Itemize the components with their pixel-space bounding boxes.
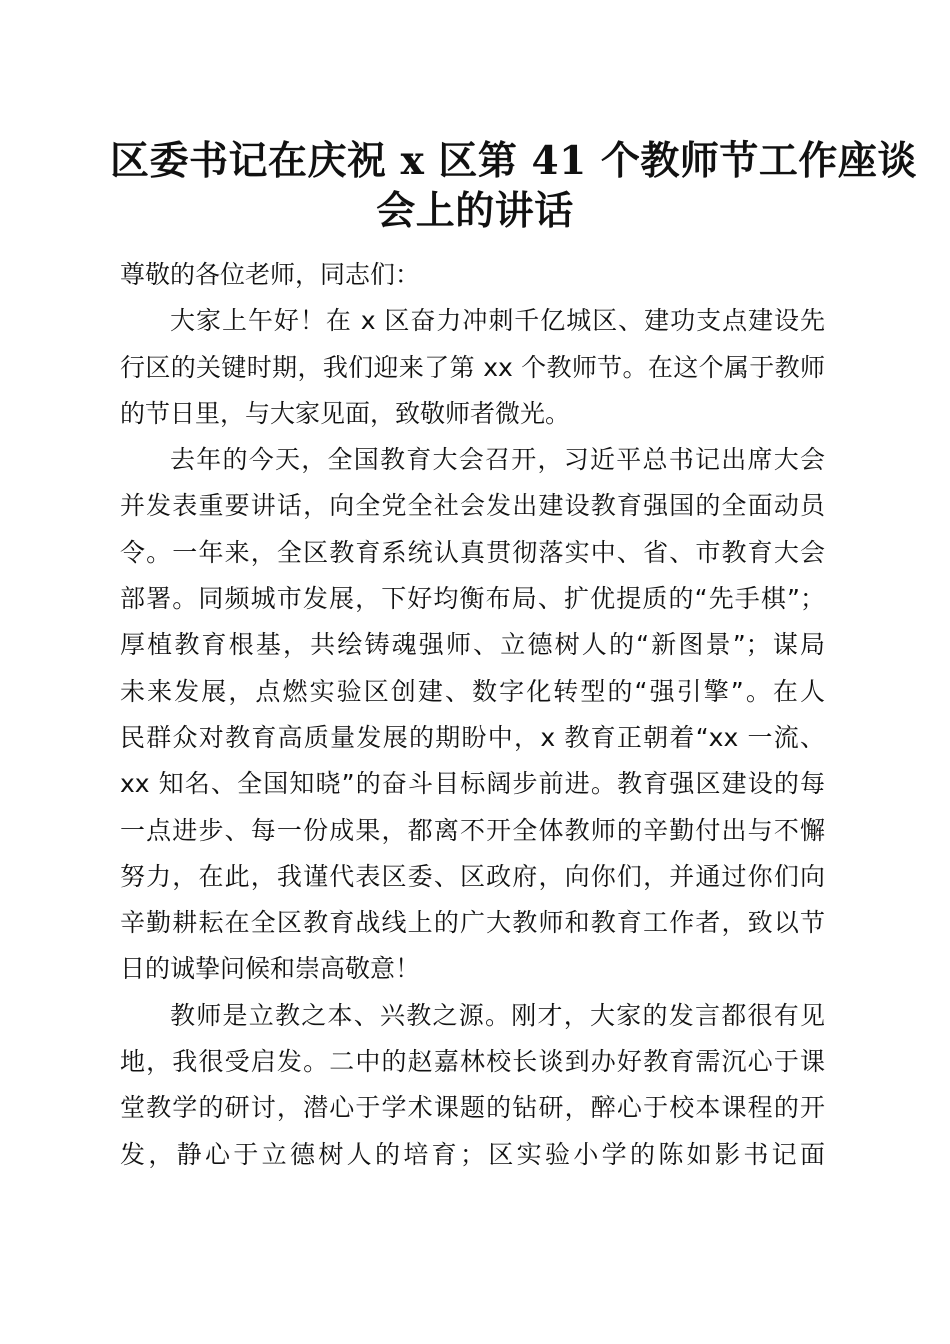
paragraph-line: 令。一年来，全区教育系统认真贯彻落实中、省、市教育大会 <box>120 537 825 567</box>
document-title <box>110 136 917 236</box>
paragraph-line: 地，我很受启发。二中的赵嘉林校长谈到办好教育需沉心于课 <box>120 1047 825 1077</box>
title-line-2: 会上的讲话 <box>376 188 574 234</box>
salutation: 尊敬的各位老师，同志们： <box>120 260 421 289</box>
paragraph-line: 行区的关键时期，我们迎来了第 xx 个教师节。在这个属于教师 <box>120 352 825 382</box>
document-body <box>120 252 825 1178</box>
paragraph-2 <box>120 437 825 993</box>
paragraph-line: 辛勤耕耘在全区教育战线上的广大教师和教育工作者，致以节 <box>120 908 825 938</box>
paragraph-line: 一点进步、每一份成果，都离不开全体教师的辛勤付出与不懈 <box>120 815 825 845</box>
paragraph-line: 去年的今天，全国教育大会召开，习近平总书记出席大会 <box>170 445 825 475</box>
paragraph-line: 堂教学的研讨，潜心于学术课题的钻研，醉心于校本课程的开 <box>120 1093 825 1123</box>
paragraph-line: 日的诚挚问候和崇高敬意！ <box>120 954 421 984</box>
paragraph-line: 未来发展，点燃实验区创建、数字化转型的“强引擎”。在人 <box>120 676 825 706</box>
paragraph-line: 教师是立教之本、兴教之源。刚才，大家的发言都很有见 <box>170 1000 825 1030</box>
paragraph-line: 大家上午好！在 x 区奋力冲刺千亿城区、建功支点建设先 <box>170 306 825 336</box>
paragraph-line: 努力，在此，我谨代表区委、区政府，向你们，并通过你们向 <box>120 861 825 891</box>
paragraph-line: 并发表重要讲话，向全党全社会发出建设教育强国的全面动员 <box>120 491 825 521</box>
paragraph-line: 部署。同频城市发展，下好均衡布局、扩优提质的“先手棋”； <box>120 584 825 614</box>
paragraph-line: 的节日里，与大家见面，致敬师者微光。 <box>120 398 571 428</box>
title-line-1: 区委书记在庆祝 x 区第 41 个教师节工作座谈 <box>110 138 917 184</box>
paragraph-1 <box>120 298 825 437</box>
paragraph-line: 民群众对教育高质量发展的期盼中，x 教育正朝着“xx 一流、 <box>120 722 825 752</box>
paragraph-line: xx 知名、全国知晓”的奋斗目标阔步前进。教育强区建设的每 <box>120 769 825 799</box>
paragraph-line: 厚植教育根基，共绘铸魂强师、立德树人的“新图景”；谋局 <box>120 630 825 660</box>
paragraph-line: 发，静心于立德树人的培育；区实验小学的陈如影书记面 <box>120 1139 825 1169</box>
paragraph-3 <box>120 993 825 1178</box>
